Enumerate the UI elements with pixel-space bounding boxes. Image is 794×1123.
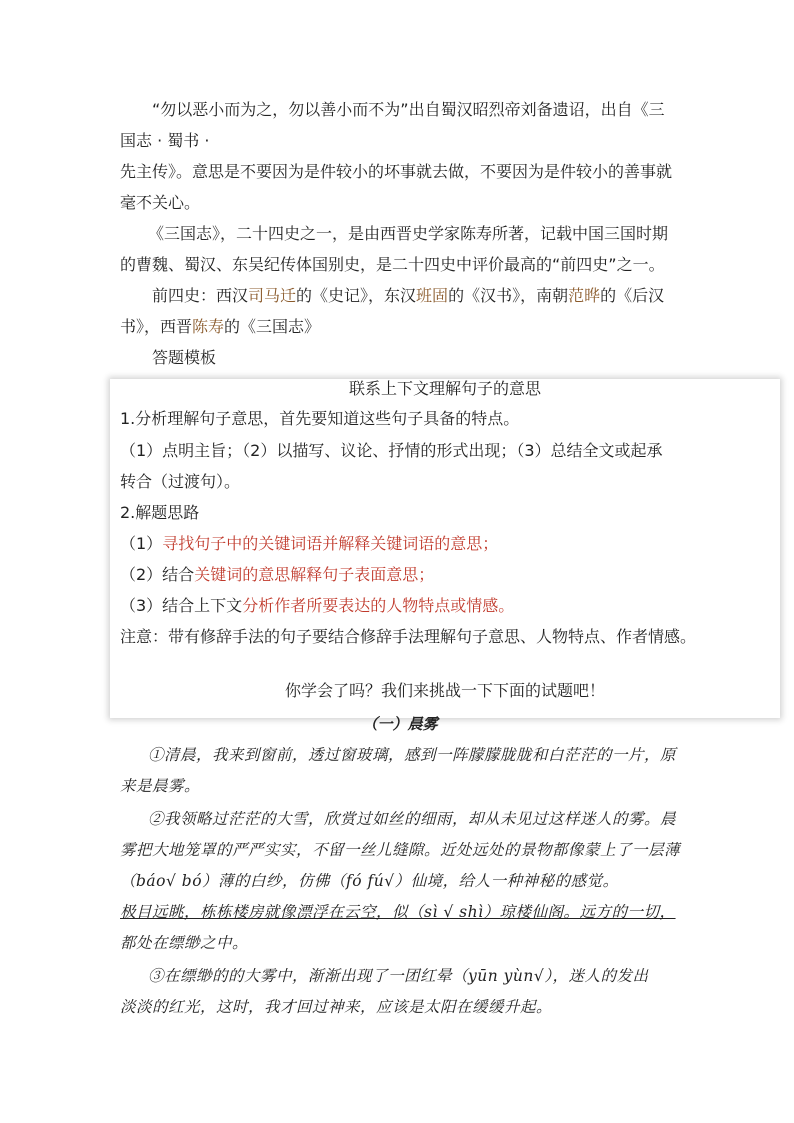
box-step-3 bbox=[120, 596, 680, 616]
box-features: （1）点明主旨；（2）以描写、议论、抒情的形式出现；（3）总结全文或起承 bbox=[120, 441, 663, 460]
template-label: 答题模板 bbox=[152, 348, 217, 367]
fh-g: 的《后汉 bbox=[600, 286, 665, 305]
essay-line-8: ③在缥缈的的大雾中，渐渐出现了一团红晕（yūn yùn√），迷人的发出 bbox=[148, 967, 649, 985]
essay-line-5: （báo√ bó）薄的白纱，仿佛（fó fú√）仙境，给人一种神秘的感觉。 bbox=[120, 872, 619, 890]
four-histories-line-1 bbox=[152, 286, 712, 306]
essay-line-3: ②我领略过茫茫的大雪，欣赏过如丝的细雨，却从未见过这样迷人的雾。晨 bbox=[148, 810, 677, 828]
fh-h: 书》，西晋 bbox=[120, 317, 193, 336]
intro-line-3: 先主传》。意思是不要因为是件较小的坏事就去做，不要因为是件较小的善事就 bbox=[120, 162, 673, 181]
step-3-num: （3）结合上下文 bbox=[120, 596, 243, 615]
step-2-text: 关键词的意思解释句子表面意思； bbox=[194, 565, 435, 584]
essay-line-1: ①清晨，我来到窗前，透过窗玻璃，感到一阵朦朦胧胧和白茫茫的一片，原 bbox=[148, 746, 677, 764]
intro-line-5: 《三国志》，二十四史之一，是由西晋史学家陈寿所著，记载中国三国时期 bbox=[148, 224, 669, 243]
box-step-2 bbox=[120, 565, 680, 585]
box-title: 联系上下文理解句子的意思 bbox=[348, 379, 541, 398]
step-1-text: 寻找句子中的关键词语并解释关键词语的意思； bbox=[162, 534, 499, 553]
step-2-num: （2）结合 bbox=[120, 565, 195, 584]
author-fan-ye: 范晔 bbox=[568, 286, 601, 305]
author-sima-qian: 司马迁 bbox=[248, 286, 297, 305]
step-3-text: 分析作者所要表达的人物特点或情感。 bbox=[242, 596, 515, 615]
fh-a: 前四史：西汉 bbox=[152, 286, 249, 305]
box-point-1: 1.分析理解句子意思，首先要知道这些句子具备的特点。 bbox=[120, 409, 520, 428]
essay-line-9: 淡淡的红光，这时，我才回过神来，应该是太阳在缓缓升起。 bbox=[120, 998, 553, 1016]
intro-line-1: “勿以恶小而为之，勿以善小而不为”出自蜀汉昭烈帝刘备遗诏，出自《三 bbox=[152, 100, 665, 119]
essay-line-7: 都处在缥缈之中。 bbox=[120, 934, 249, 952]
four-histories-line-2 bbox=[120, 317, 680, 337]
section-title: （一）晨雾 bbox=[362, 715, 438, 733]
fh-j: 的《三国志》 bbox=[224, 317, 321, 336]
essay-line-6: 极目远眺，栋栋楼房就像漂浮在云空，似（sì √ shì）琼楼仙阁。远方的一切， bbox=[120, 903, 676, 921]
essay-line-4: 雾把大地笼罩的严严实实，不留一丝儿缝隙。近处远处的景物都像蒙上了一层薄 bbox=[120, 841, 681, 859]
author-chen-shou: 陈寿 bbox=[192, 317, 225, 336]
box-point-2: 2.解题思路 bbox=[120, 503, 200, 522]
intro-line-2: 国志 · 蜀书 · bbox=[120, 131, 210, 150]
author-ban-gu: 班固 bbox=[416, 286, 449, 305]
essay-line-2: 来是晨雾。 bbox=[120, 777, 201, 795]
fh-c: 的《史记》，东汉 bbox=[296, 286, 417, 305]
box-cta: 你学会了吗？我们来挑战一下下面的试题吧！ bbox=[284, 681, 605, 700]
step-1-num: （1） bbox=[120, 534, 163, 553]
box-note: 注意：带有修辞手法的句子要结合修辞手法理解句子意思、人物特点、作者情感。 bbox=[120, 627, 697, 646]
answer-template-box bbox=[110, 379, 780, 718]
box-step-1 bbox=[120, 534, 680, 554]
box-features-cont: 转合（过渡句）。 bbox=[120, 472, 241, 491]
fh-e: 的《汉书》，南朝 bbox=[448, 286, 569, 305]
intro-line-6: 的曹魏、蜀汉、东吴纪传体国别史，是二十四史中评价最高的“前四史”之一。 bbox=[120, 255, 665, 274]
intro-line-4: 毫不关心。 bbox=[120, 193, 201, 212]
